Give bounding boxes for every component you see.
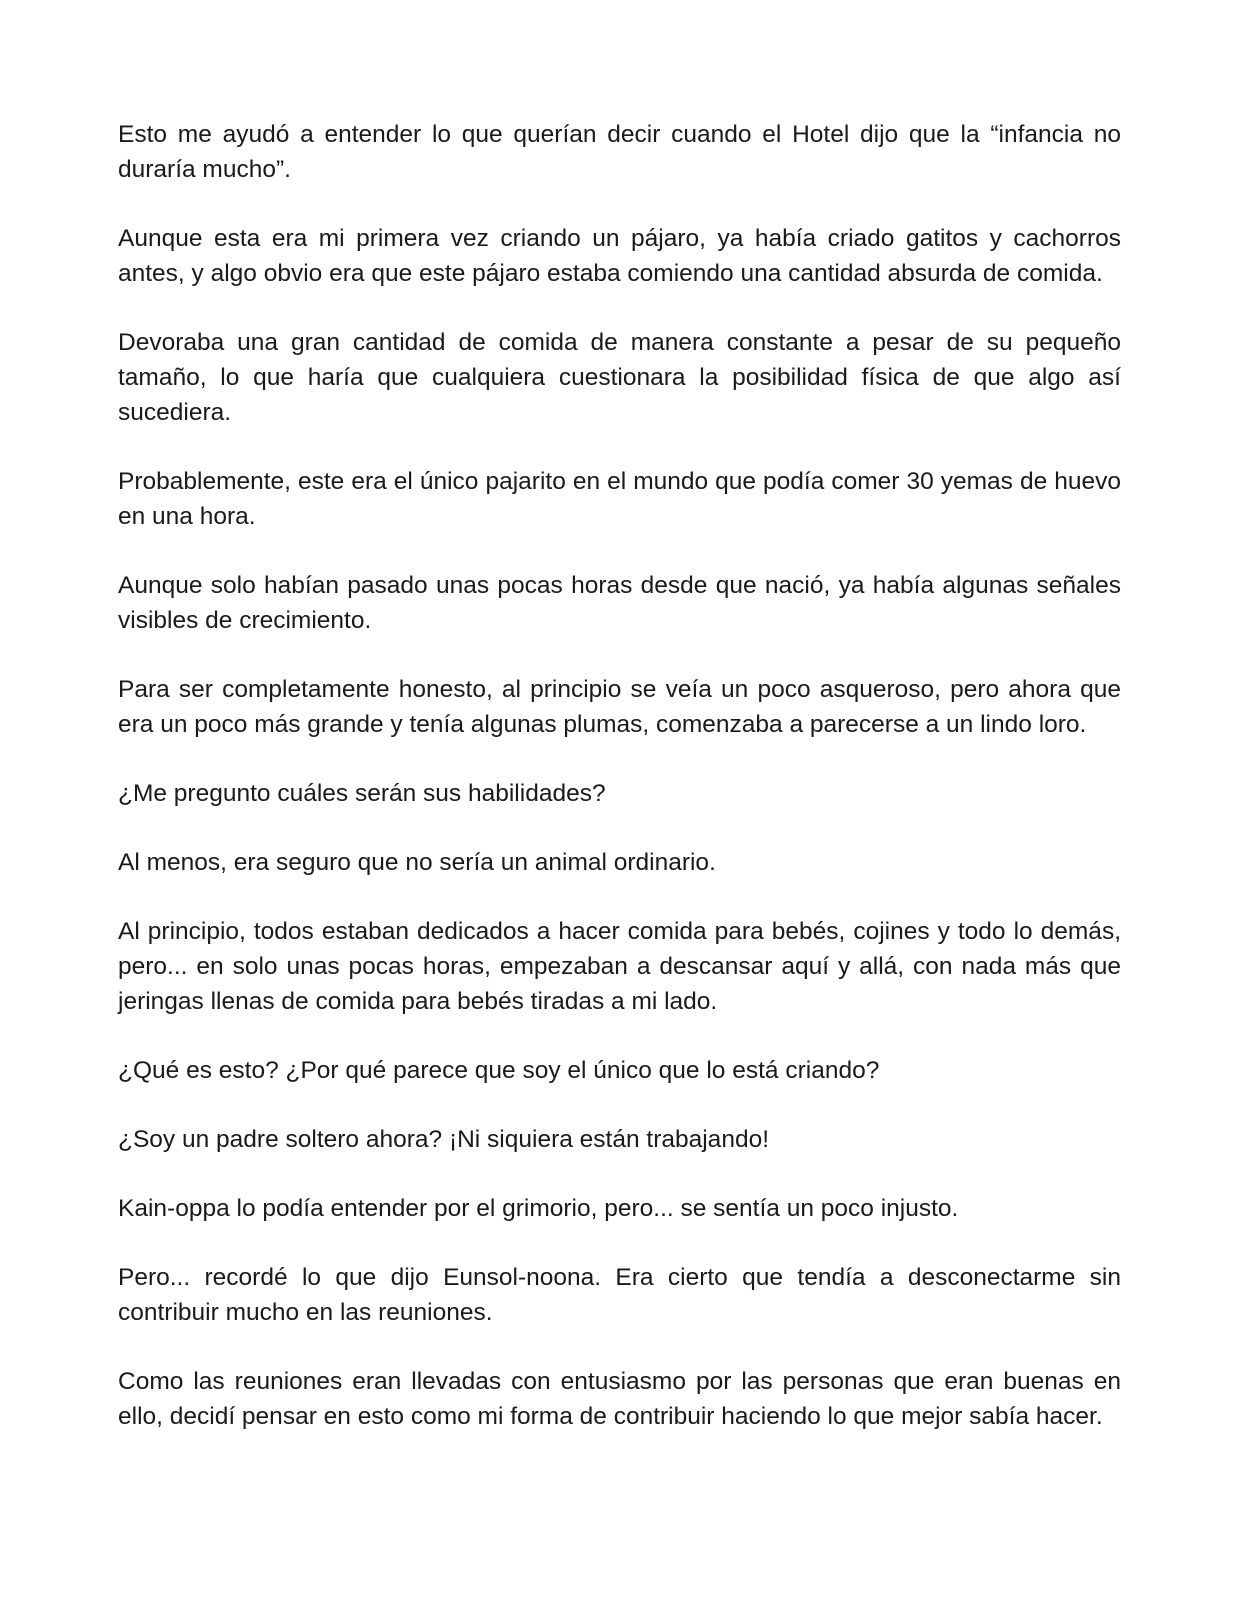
- paragraph: Esto me ayudó a entender lo que querían decir cuando el Hotel dijo que la “infancia no duraría mucho”.: [118, 121, 1121, 183]
- paragraph: ¿Soy un padre soltero ahora? ¡Ni siquiera están trabajando!: [118, 1126, 769, 1153]
- paragraph: Para ser completamente honesto, al principio se veía un poco asqueroso, pero ahora que era un poco más grande y tenía algunas plumas, comenzaba a parecerse a un lindo loro.: [118, 676, 1121, 738]
- document-body: [118, 117, 1121, 1468]
- paragraph: Al principio, todos estaban dedicados a hacer comida para bebés, cojines y todo lo demás, pero... en solo unas pocas horas, empezaban a descansar aquí y allá, con nada más que jeringas llenas de comida para bebés tiradas a mi lado.: [118, 918, 1121, 1015]
- paragraph: Probablemente, este era el único pajarito en el mundo que podía comer 30 yemas de huevo en una hora.: [118, 468, 1121, 530]
- paragraph: Aunque solo habían pasado unas pocas horas desde que nació, ya había algunas señales visibles de crecimiento.: [118, 572, 1121, 634]
- paragraph: Aunque esta era mi primera vez criando un pájaro, ya había criado gatitos y cachorros antes, y algo obvio era que este pájaro estaba comiendo una cantidad absurda de comida.: [118, 225, 1121, 287]
- paragraph: Devoraba una gran cantidad de comida de manera constante a pesar de su pequeño tamaño, lo que haría que cualquiera cuestionara la posibilidad física de que algo así sucediera.: [118, 329, 1121, 426]
- paragraph: Al menos, era seguro que no sería un animal ordinario.: [118, 849, 716, 876]
- paragraph: Kain-oppa lo podía entender por el grimorio, pero... se sentía un poco injusto.: [118, 1195, 959, 1222]
- paragraph: ¿Qué es esto? ¿Por qué parece que soy el único que lo está criando?: [118, 1057, 880, 1084]
- paragraph: Pero... recordé lo que dijo Eunsol-noona. Era cierto que tendía a desconectarme sin contribuir mucho en las reuniones.: [118, 1264, 1121, 1326]
- paragraph: Como las reuniones eran llevadas con entusiasmo por las personas que eran buenas en ello, decidí pensar en esto como mi forma de contribuir haciendo lo que mejor sabía hacer.: [118, 1368, 1121, 1430]
- paragraph: ¿Me pregunto cuáles serán sus habilidades?: [118, 780, 606, 807]
